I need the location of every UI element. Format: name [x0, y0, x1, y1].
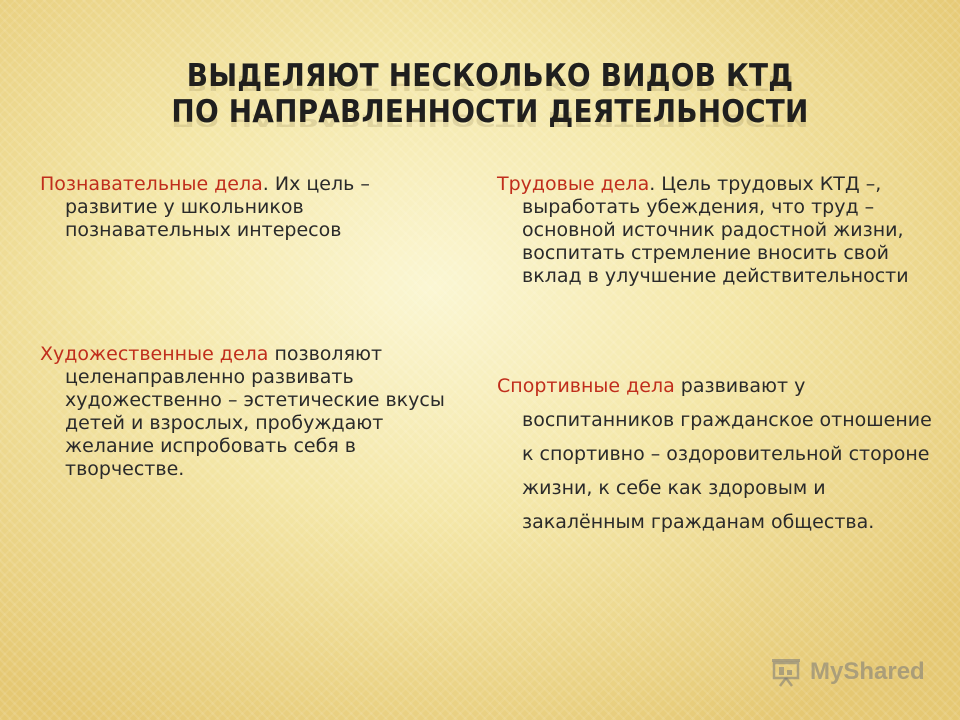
- title-line-2: ПО НАПРАВЛЕННОСТИ ДЕЯТЕЛЬНОСТИ ПО НАПРАВЛЕННОСТИ ДЕЯТЕЛЬНОСТИ: [140, 94, 840, 130]
- labor-activities-paragraph: [497, 173, 937, 288]
- labor-activities-text: . Цель трудовых КТД –, выработать убеждения, что труд – основной источник радостной жизни, воспитать стремление вносить свой вклад в улучшение действительности: [522, 173, 909, 287]
- slide-title: [140, 58, 840, 130]
- myshared-watermark: [770, 656, 925, 688]
- watermark-text: MyShared: [810, 658, 925, 685]
- title-line-1: ВЫДЕЛЯЮТ НЕСКОЛЬКО ВИДОВ КТД ВЫДЕЛЯЮТ НЕСКОЛЬКО ВИДОВ КТД: [140, 58, 840, 94]
- cognitive-activities-paragraph: [40, 173, 450, 242]
- cognitive-activities-text: . Их цель – развитие у школьников познавательных интересов: [65, 173, 370, 241]
- sports-activities-text: развивают у воспитанников гражданское отношение к спортивно – оздоровительной стороне жизни, к себе как здоровым и закалённым гражданам общества.: [522, 375, 932, 533]
- artistic-activities-paragraph: [40, 343, 450, 481]
- cognitive-activities-heading: Познавательные дела: [40, 173, 263, 195]
- artistic-activities-heading: Художественные дела: [40, 343, 269, 365]
- artistic-activities-text: позволяют целенаправленно развивать художественно – эстетические вкусы детей и взрослых, пробуждают желание испробовать себя в творчестве.: [65, 343, 445, 480]
- labor-activities-heading: Трудовые дела: [497, 173, 650, 195]
- presentation-board-icon: [770, 657, 802, 687]
- sports-activities-paragraph: [497, 369, 937, 539]
- sports-activities-heading: Спортивные дела: [497, 375, 675, 397]
